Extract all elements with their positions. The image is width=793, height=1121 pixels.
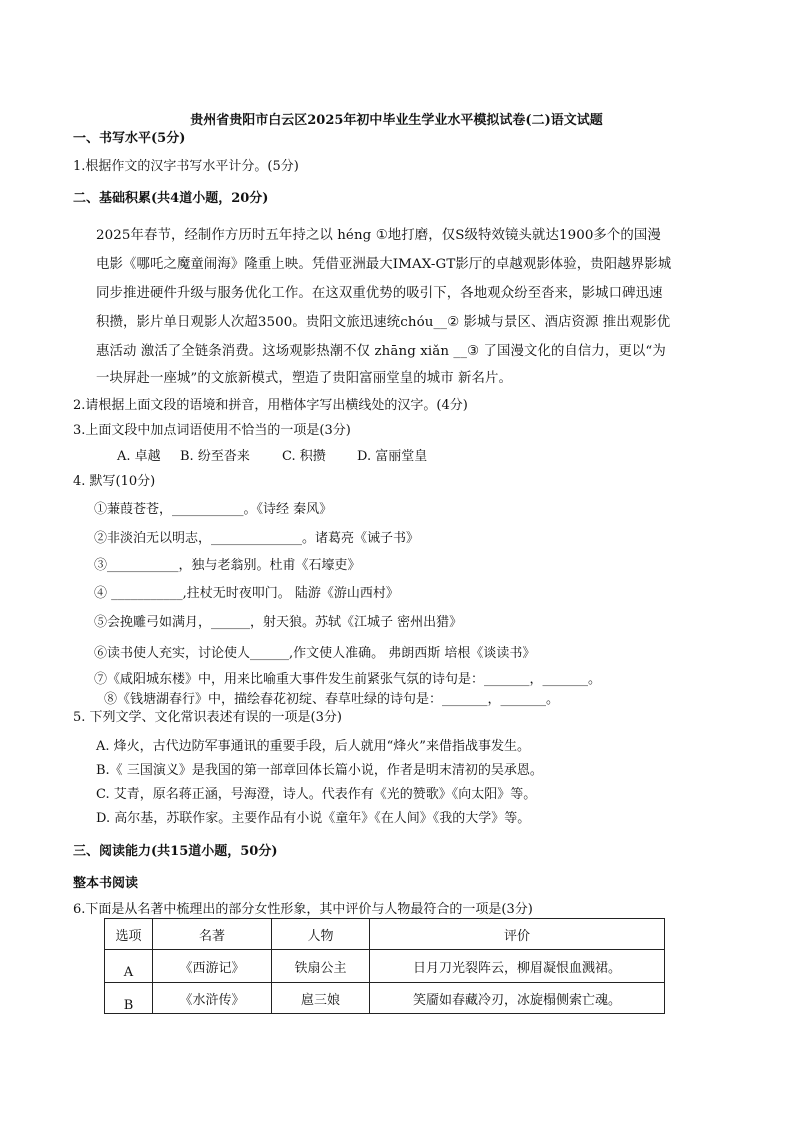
- section-3-subheading: 整本书阅读: [73, 876, 139, 891]
- q4-item-6: ⑥读书使人充实，讨论使人______,作文使人准确。 弗朗西斯 培根《谈读书》: [94, 646, 536, 661]
- page-title: 贵州省贵阳市白云区2025年初中毕业生学业水平模拟试卷(二)语文试题: [190, 113, 603, 128]
- section-3-heading: 三、阅读能力(共15道小题，50分): [73, 844, 278, 859]
- table-header-cell: 选项: [105, 919, 153, 950]
- table-row: [105, 950, 665, 983]
- q4-item-8: ⑧《钱塘湖春行》中，描绘春花初绽、春草吐绿的诗句是：_______，_______。: [104, 692, 560, 707]
- question-1: 1.根据作文的汉字书写水平计分。(5分): [73, 159, 299, 174]
- q4-item-4: ④ ___________,拄杖无时夜叩门。 陆游《游山西村》: [94, 586, 399, 601]
- table-header-cell: 评价: [370, 919, 665, 950]
- table-cell: A: [105, 950, 153, 983]
- table-cell: 扈三娘: [272, 983, 370, 1014]
- q4-item-7: ⑦《咸阳城东楼》中，用来比喻重大事件发生前紧张气氛的诗句是：_______，_______。: [94, 672, 602, 687]
- section-2-heading: 二、基础积累(共4道小题，20分): [73, 191, 269, 206]
- q5-option-d: D. 高尔基，苏联作家。主要作品有小说《童年》《在人间》《我的大学》等。: [96, 811, 531, 826]
- question-2: 2.请根据上面文段的语境和拼音，用楷体字写出横线处的汉字。(4分): [73, 398, 468, 413]
- question-4: 4. 默写(10分): [73, 474, 156, 489]
- table-cell: 《水浒传》: [153, 983, 272, 1014]
- q4-item-3: ③___________，独与老翁别。杜甫《石壕吏》: [94, 558, 361, 573]
- q5-option-a: A. 烽火，古代边防军事通讯的重要手段，后人就用“烽火”来借指战事发生。: [96, 739, 530, 754]
- question-3: 3.上面文段中加点词语使用不恰当的一项是(3分): [73, 423, 351, 438]
- table-header-row: [105, 919, 665, 950]
- table-cell: B: [105, 983, 153, 1014]
- passage-line-5: 惠活动 激活了全链条消费。这场观影热潮不仅 zhāng xiǎn __③ 了国漫文化的自信力，更以“为: [96, 344, 666, 359]
- q3-option-a: A. 卓越: [117, 449, 161, 464]
- q4-item-5: ⑤会挽雕弓如满月，______，射天狼。苏轼《江城子 密州出猎》: [94, 615, 463, 630]
- q4-item-2: ②非淡泊无以明志，______________。诸葛亮《诫子书》: [94, 531, 420, 546]
- table-cell: 日月刀光裂阵云，柳眉凝恨血溅裙。: [370, 950, 665, 983]
- table-cell: 《西游记》: [153, 950, 272, 983]
- q5-option-b: B.《 三国演义》是我国的第一部章回体长篇小说，作者是明末清初的吴承恩。: [96, 763, 543, 778]
- table-header-cell: 名著: [153, 919, 272, 950]
- passage-line-3: 同步推进硬件升级与服务优化工作。在这双重优势的吸引下，各地观众纷至沓来，影城口碑迅速: [96, 286, 663, 301]
- passage-line-4: 积攒，影片单日观影人次超3500。贵阳文旅迅速统chóu__② 影城与景区、酒店资源 推出观影优: [96, 315, 671, 330]
- section-1-heading: 一、书写水平(5分): [73, 131, 186, 146]
- q4-item-1: ①蒹葭苍苍，___________。《诗经 秦风》: [94, 502, 333, 517]
- question-6: 6.下面是从名著中梳理出的部分女性形象，其中评价与人物最符合的一项是(3分): [73, 902, 533, 917]
- question-6-table: [104, 918, 665, 1014]
- passage-line-2: 电影《哪吒之魔童闹海》隆重上映。凭借亚洲最大IMAX-GT影厅的卓越观影体验，贵阳越界影城: [96, 257, 672, 272]
- passage-line-1: 2025年春节，经制作方历时五年持之以 héng ①地打磨，仅S级特效镜头就达1900多个的国漫: [96, 228, 661, 243]
- table-cell: 铁扇公主: [272, 950, 370, 983]
- q5-option-c: C. 艾青，原名蒋正涵，号海澄，诗人。代表作有《光的赞歌》《向太阳》等。: [96, 787, 537, 802]
- q3-option-c: C. 积攒: [282, 449, 326, 464]
- q3-option-b: B. 纷至沓来: [180, 449, 250, 464]
- q3-option-d: D. 富丽堂皇: [357, 449, 428, 464]
- passage-line-6: 一块屏赴一座城”的文旅新模式，塑造了贵阳富丽堂皇的城市 新名片。: [96, 371, 513, 386]
- question-5: 5. 下列文学、文化常识表述有误的一项是(3分): [73, 710, 342, 725]
- table-header-cell: 人物: [272, 919, 370, 950]
- table-row: [105, 983, 665, 1014]
- table-cell: 笑靥如春藏冷刃，冰旋榻侧索亡魂。: [370, 983, 665, 1014]
